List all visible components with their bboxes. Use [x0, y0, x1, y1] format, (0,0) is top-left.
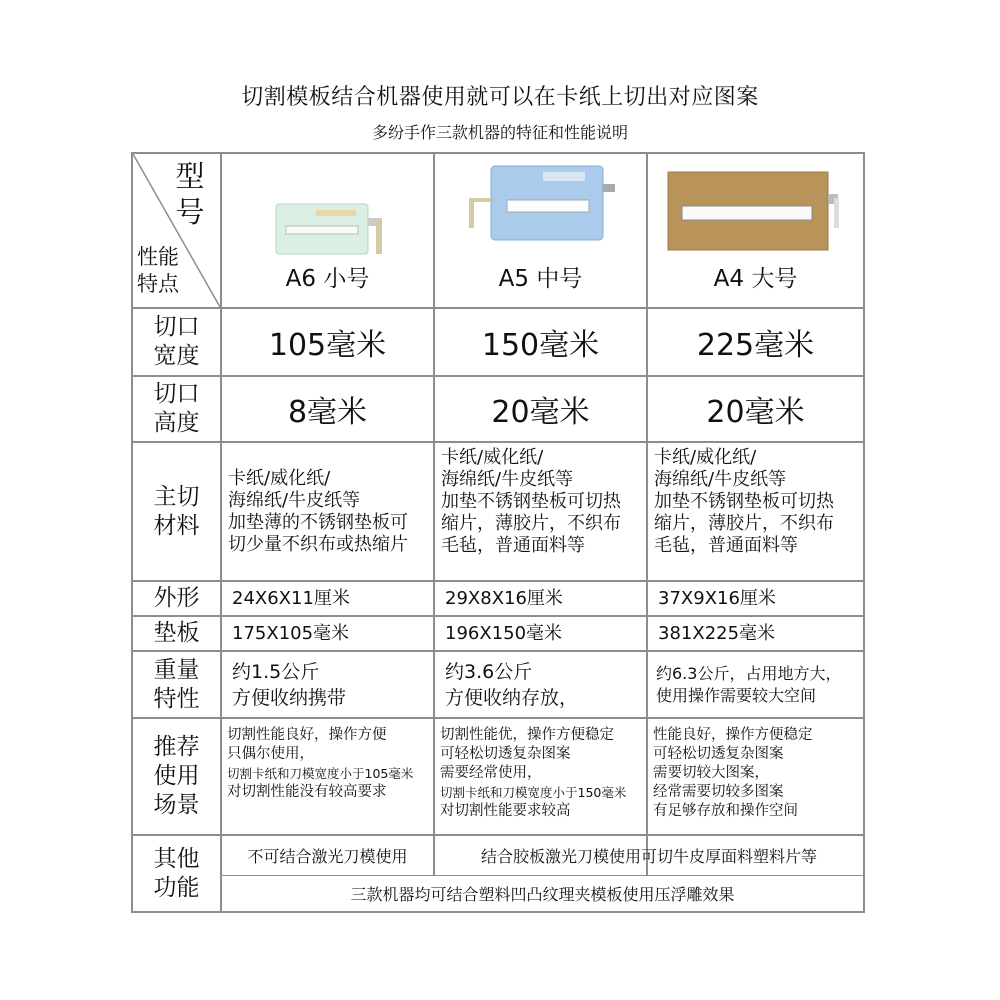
scenario-a5-line: 对切割性能要求较高	[440, 803, 571, 819]
weight-a5-line: 方便收纳存放，	[445, 686, 579, 709]
scenario-a5-line: 可轻松切透复杂图案	[440, 746, 571, 762]
cut-width-a6: 105毫米	[268, 328, 387, 363]
materials-a4-line: 毛毡，普通面料等	[654, 535, 798, 556]
scenario-a6-line: 只偶尔使用，	[227, 746, 314, 762]
materials-a5	[435, 447, 646, 580]
scenario-a4-line: 有足够存放和操作空间	[653, 803, 798, 819]
materials-a6-line: 海绵纸/牛皮纸等	[228, 489, 361, 511]
materials-a6-line: 切少量不织布或热缩片	[228, 533, 408, 555]
size-a5: 29X8X16厘米	[445, 587, 563, 609]
scenario-a4-line: 可轻松切透复杂图案	[653, 746, 784, 762]
weight-a4-line: 约6.3公斤，占用地方大，	[656, 663, 842, 683]
scenario-a5-line: 需要经常使用，	[440, 765, 542, 781]
plate-a6: 175X105毫米	[232, 622, 350, 644]
model-cell-a5	[435, 154, 646, 307]
row-label-weight: 重量特性	[153, 656, 200, 712]
plate-a4: 381X225毫米	[658, 622, 776, 644]
model-cell-a6	[222, 154, 433, 307]
materials-a5-line: 毛毡，普通面料等	[441, 535, 585, 556]
materials-a5-line: 卡纸/威化纸/	[441, 447, 544, 468]
scenario-a5-line: 切割卡纸和刀模宽度小于150毫米	[440, 785, 627, 800]
scenario-a4-line: 性能良好，操作方便稳定	[653, 727, 813, 743]
cut-width-a4: 225毫米	[696, 328, 815, 363]
model-label-a4: A4 大号	[713, 266, 798, 292]
corner-model-label: 型号	[175, 159, 205, 229]
row-label-cut-height: 切口高度	[153, 381, 200, 436]
weight-a6-line: 方便收纳携带	[232, 686, 347, 709]
materials-a4-line: 加垫不锈钢垫板可切热	[654, 491, 834, 512]
size-a4: 37X9X16厘米	[658, 587, 776, 609]
scenario-a6	[222, 726, 433, 834]
materials-a4-line: 海绵纸/牛皮纸等	[654, 469, 787, 490]
other-shared: 三款机器均可结合塑料凹凸纹理夹模板使用压浮雕效果	[350, 885, 735, 904]
materials-a5-line: 缩片，薄胶片，不织布	[441, 513, 621, 534]
scenario-a5	[435, 726, 646, 834]
plate-a5: 196X150毫米	[445, 622, 563, 644]
machine-a5-image	[435, 154, 646, 264]
row-label-materials: 主切材料	[153, 483, 200, 539]
cut-width-a5: 150毫米	[481, 328, 600, 363]
page-title: 切割模板结合机器使用就可以在卡纸上切出对应图案	[241, 85, 759, 110]
weight-a4-line: 使用操作需要较大空间	[656, 685, 817, 705]
materials-a4-line: 缩片，薄胶片，不织布	[654, 513, 834, 534]
corner-header	[131, 152, 220, 307]
cut-height-a5: 20毫米	[491, 395, 590, 430]
scenario-a6-line: 切割卡纸和刀模宽度小于105毫米	[227, 766, 414, 781]
materials-a5-line: 加垫不锈钢垫板可切热	[441, 491, 621, 512]
model-cell-a4	[648, 154, 863, 307]
model-label-a5: A5 中号	[498, 266, 583, 292]
page-subtitle: 多纷手作三款机器的特征和性能说明	[371, 123, 628, 142]
machine-a4-image	[648, 154, 863, 264]
scenario-a6-line: 切割性能良好，操作方便	[227, 727, 387, 743]
scenario-a4-line: 需要切较大图案，	[653, 765, 769, 781]
materials-a6-line: 卡纸/威化纸/	[228, 467, 331, 489]
comparison-table	[131, 152, 865, 913]
row-label-plate: 垫板	[153, 620, 200, 646]
other-a5-a4: 结合胶板激光刀模使用可切牛皮厚面料塑料片等	[480, 847, 817, 866]
materials-a6-line: 加垫薄的不锈钢垫板可	[228, 511, 408, 533]
materials-a5-line: 海绵纸/牛皮纸等	[441, 469, 574, 490]
materials-a4	[648, 447, 863, 580]
scenario-a4-line: 经常需要切较多图案	[653, 784, 784, 800]
size-a6: 24X6X11厘米	[232, 587, 350, 609]
row-label-cut-width: 切口宽度	[153, 314, 200, 369]
row-label-size: 外形	[153, 585, 200, 611]
corner-feature-label: 性能特点	[137, 245, 179, 296]
materials-a6	[222, 443, 433, 580]
cut-height-a4: 20毫米	[706, 395, 805, 430]
scenario-a5-line: 切割性能优，操作方便稳定	[440, 727, 614, 743]
weight-a5-line: 约3.6公斤	[445, 660, 533, 683]
row-label-scenario: 推荐使用场景	[153, 734, 200, 818]
weight-a5	[435, 652, 646, 717]
weight-a6	[222, 652, 433, 717]
other-a6: 不可结合激光刀模使用	[247, 847, 408, 866]
scenario-a6-line: 对切割性能没有较高要求	[227, 784, 387, 800]
cut-height-a6: 8毫米	[287, 395, 368, 430]
materials-a4-line: 卡纸/威化纸/	[654, 447, 757, 468]
weight-a6-line: 约1.5公斤	[232, 660, 320, 683]
scenario-a4	[648, 726, 863, 834]
weight-a4	[648, 652, 863, 717]
model-label-a6: A6 小号	[285, 266, 370, 292]
row-label-other: 其他功能	[153, 845, 200, 901]
